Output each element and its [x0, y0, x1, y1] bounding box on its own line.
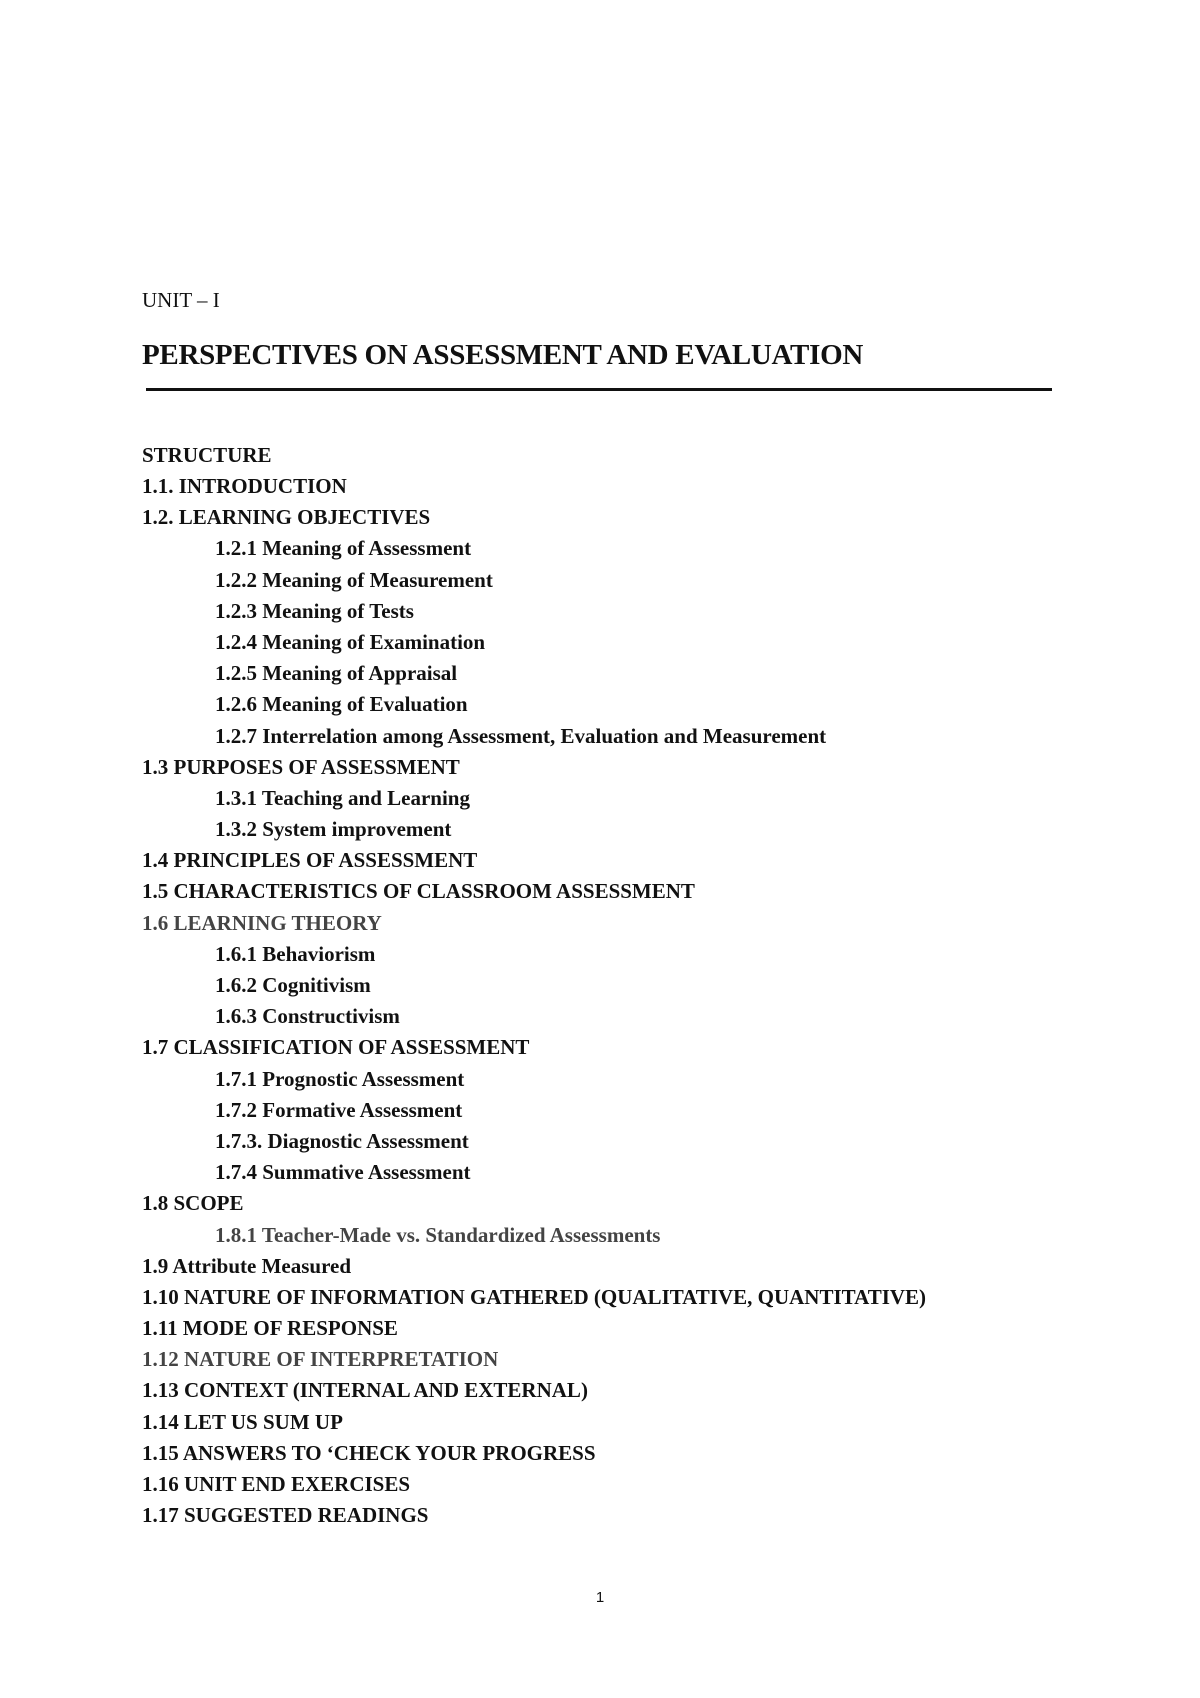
toc-subsection-item: 1.7.3. Diagnostic Assessment: [215, 1128, 469, 1153]
unit-label: UNIT – I: [142, 288, 220, 312]
toc-subsection-item: 1.7.4 Summative Assessment: [215, 1160, 471, 1185]
title-underline-rule: [146, 388, 1052, 391]
toc-subsection-item: 1.2.6 Meaning of Evaluation: [215, 692, 468, 717]
toc-subsection-item: 1.6.2 Cognitivism: [215, 973, 371, 997]
toc-subsection-item: 1.3.2 System improvement: [215, 817, 452, 842]
toc-section-item: 1.1. INTRODUCTION: [142, 474, 347, 498]
toc-section-item: 1.4 PRINCIPLES OF ASSESSMENT: [142, 848, 478, 873]
toc-subsection-item: 1.2.1 Meaning of Assessment: [215, 536, 472, 561]
toc-subsection-item: 1.8.1 Teacher-Made vs. Standardized Assessments: [215, 1222, 661, 1247]
toc-subsection-item: 1.2.3 Meaning of Tests: [215, 598, 414, 623]
toc-section-item: 1.14 LET US SUM UP: [142, 1409, 343, 1434]
toc-subsection-item: 1.2.5 Meaning of Appraisal: [215, 661, 458, 686]
toc-section-item: 1.17 SUGGESTED READINGS: [142, 1503, 429, 1528]
toc-section-item: 1.6 LEARNING THEORY: [142, 910, 382, 935]
toc-section-item: 1.16 UNIT END EXERCISES: [142, 1472, 411, 1496]
page-title: PERSPECTIVES ON ASSESSMENT AND EVALUATION: [142, 339, 863, 371]
toc-subsection-item: 1.7.1 Prognostic Assessment: [215, 1066, 465, 1091]
structure-heading: STRUCTURE: [142, 443, 272, 467]
toc-section-item: 1.7 CLASSIFICATION OF ASSESSMENT: [142, 1035, 530, 1060]
toc-subsection-item: 1.6.1 Behaviorism: [215, 941, 376, 966]
toc-section-item: 1.3 PURPOSES OF ASSESSMENT: [142, 754, 460, 779]
structure-list: [142, 440, 1102, 1531]
toc-subsection-item: 1.7.2 Formative Assessment: [215, 1097, 463, 1122]
toc-subsection-item: 1.3.1 Teaching and Learning: [215, 785, 470, 810]
toc-section-item: 1.11 MODE OF RESPONSE: [142, 1316, 398, 1341]
toc-section-item: 1.12 NATURE OF INTERPRETATION: [142, 1347, 499, 1372]
toc-subsection-item: 1.2.4 Meaning of Examination: [215, 629, 486, 654]
toc-subsection-item: 1.6.3 Constructivism: [215, 1004, 400, 1029]
toc-section-item: 1.10 NATURE OF INFORMATION GATHERED (QUALITATIVE, QUANTITATIVE): [142, 1284, 927, 1309]
toc-section-item: 1.8 SCOPE: [142, 1191, 244, 1216]
toc-section-item: 1.15 ANSWERS TO ‘CHECK YOUR PROGRESS: [142, 1440, 596, 1465]
toc-section-item: 1.5 CHARACTERISTICS OF CLASSROOM ASSESSMENT: [142, 879, 695, 904]
toc-subsection-item: 1.2.7 Interrelation among Assessment, Evaluation and Measurement: [215, 723, 827, 748]
toc-section-item: 1.13 CONTEXT (INTERNAL AND EXTERNAL): [142, 1378, 588, 1403]
toc-section-item: 1.2. LEARNING OBJECTIVES: [142, 505, 431, 530]
toc-subsection-item: 1.2.2 Meaning of Measurement: [215, 567, 493, 592]
toc-section-item: 1.9 Attribute Measured: [142, 1253, 352, 1278]
page-number: 1: [595, 1589, 605, 1606]
